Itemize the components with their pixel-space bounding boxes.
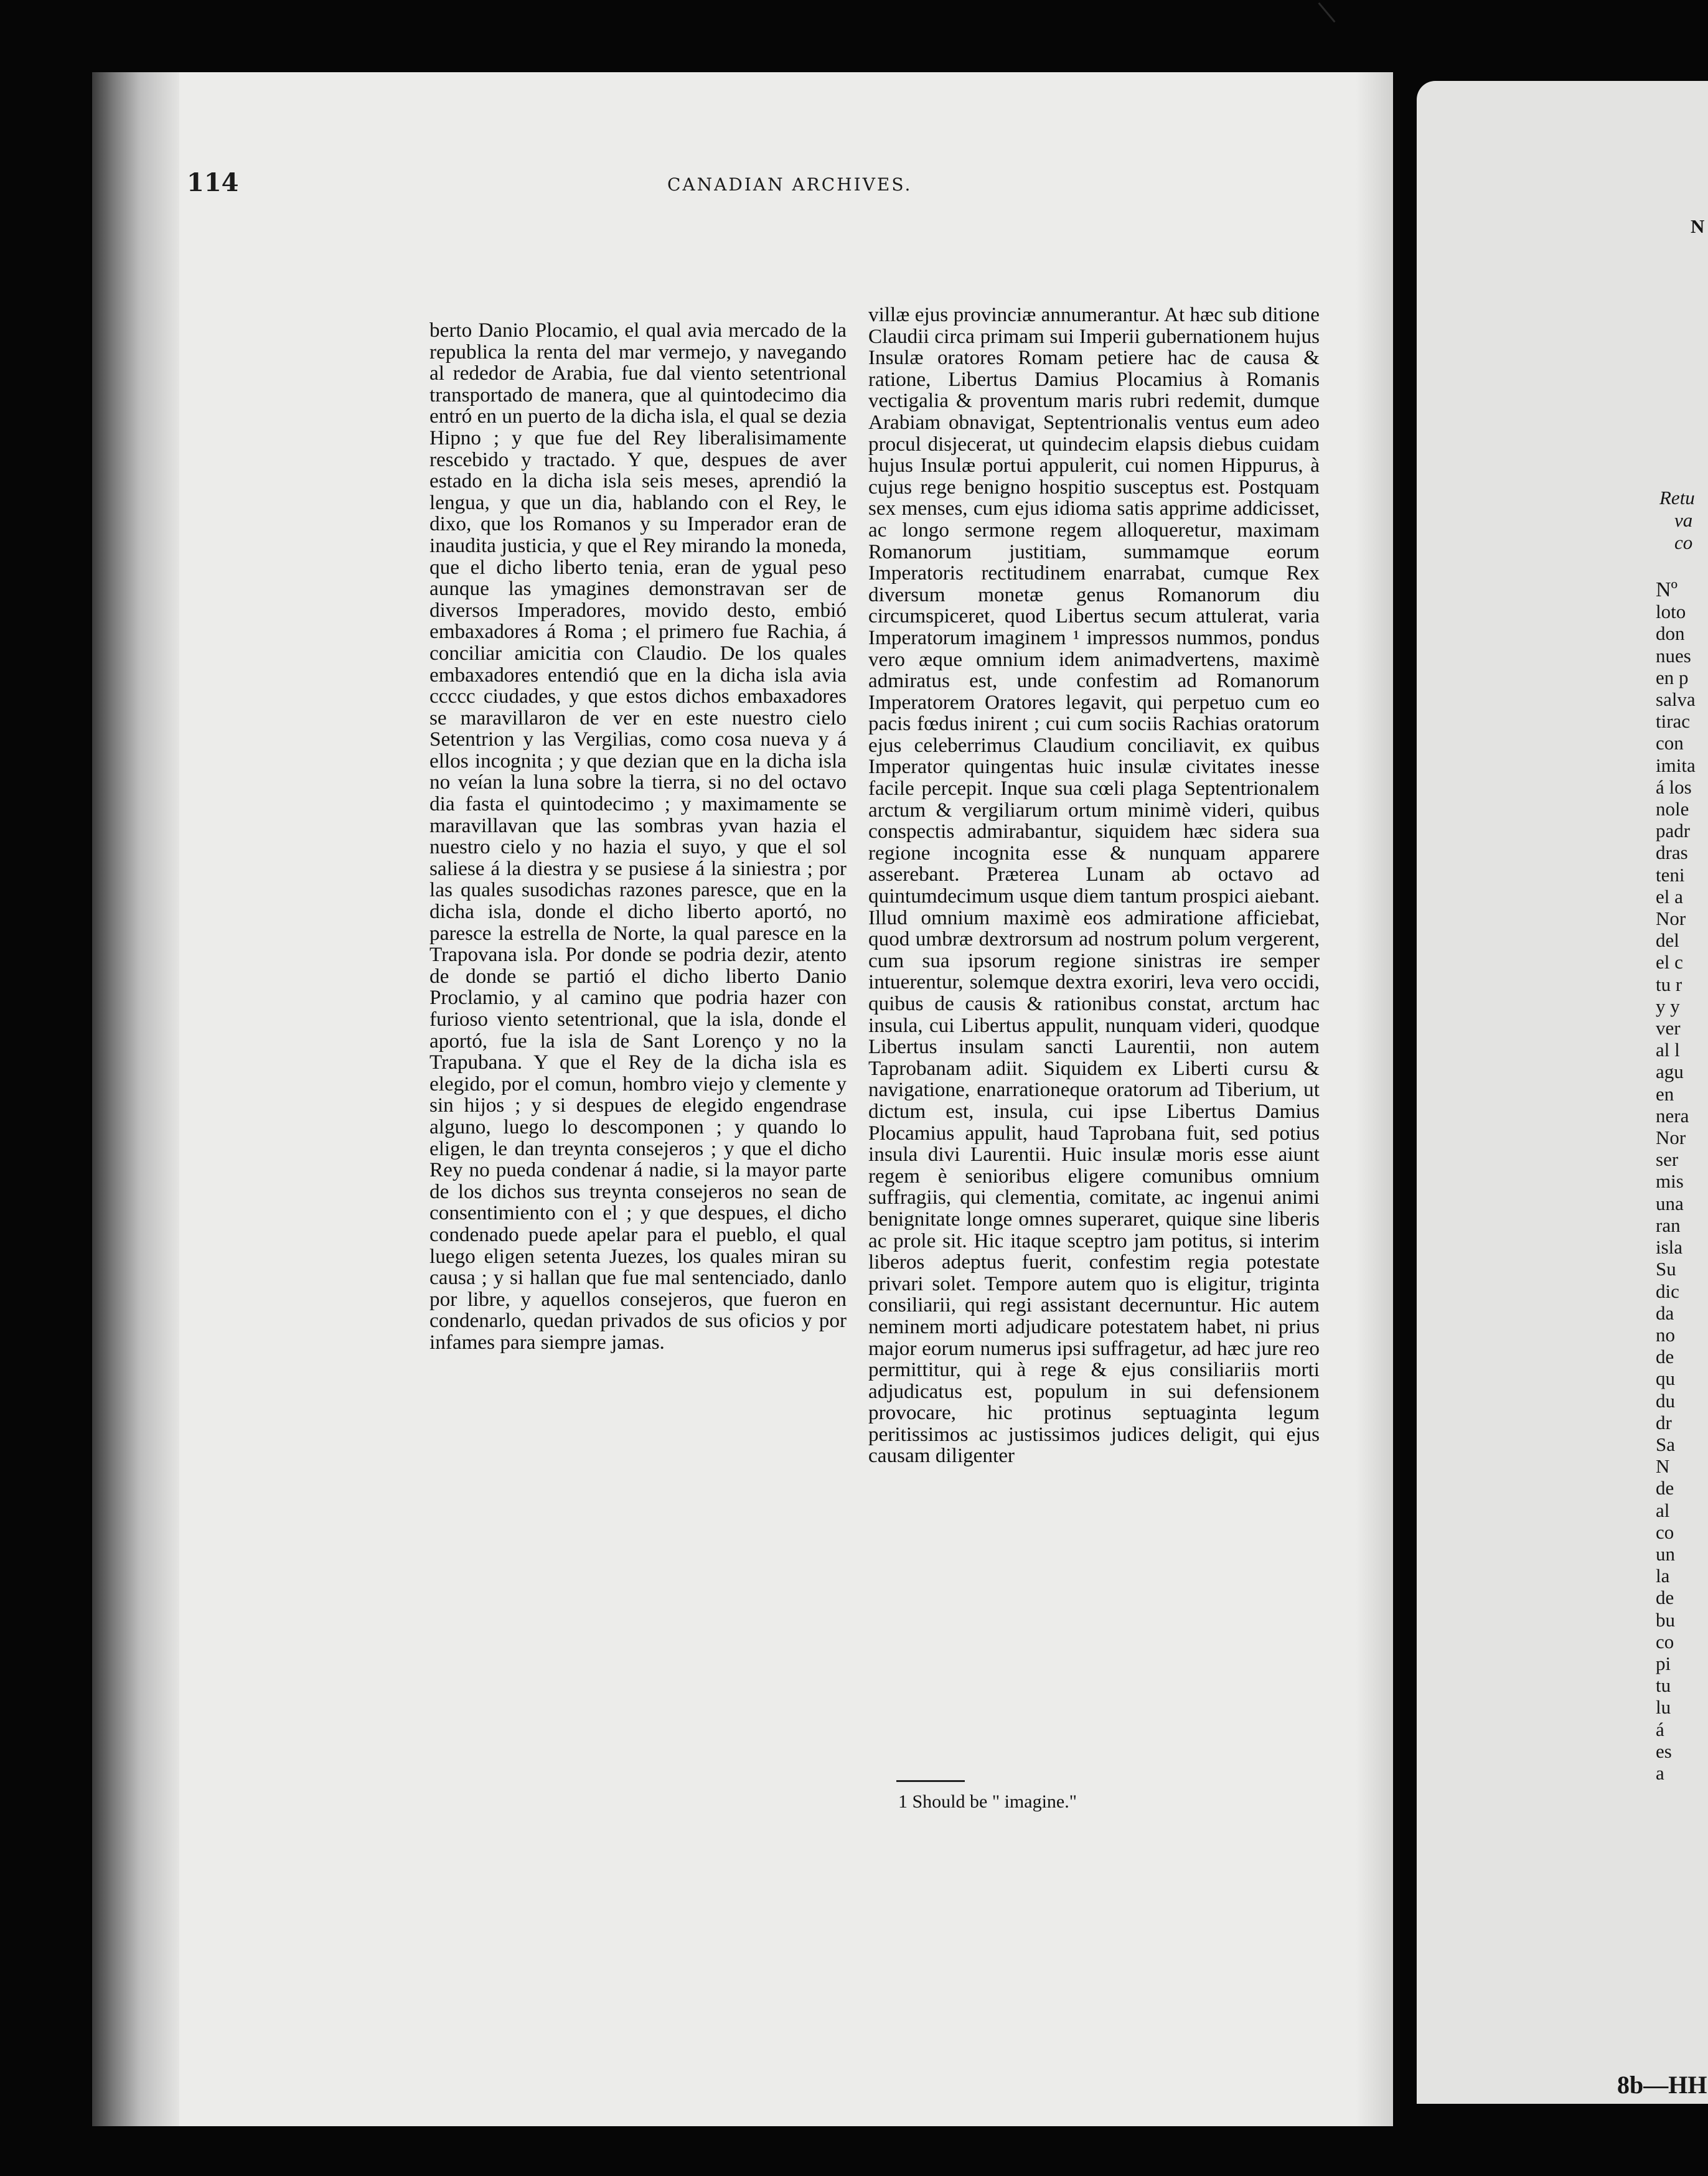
latin-text-column (868, 304, 1320, 1467)
running-head: CANADIAN ARCHIVES. (667, 174, 913, 195)
facing-page-line: qu (1656, 1367, 1675, 1390)
facing-page-line: teni (1656, 863, 1685, 886)
facing-page-caption (1659, 487, 1695, 554)
facing-page-line: en p (1656, 666, 1689, 688)
spanish-text-column (429, 320, 847, 1354)
facing-page-line: ran (1656, 1214, 1681, 1236)
facing-page-line: agu (1656, 1061, 1684, 1083)
facing-page-line: nole (1656, 798, 1689, 820)
facing-page-line: isla (1656, 1236, 1683, 1259)
facing-page-line: á los (1656, 776, 1692, 798)
facing-page-line: de (1656, 1346, 1674, 1368)
footnote-rule (896, 1780, 965, 1782)
facing-page-line: N (1656, 1455, 1670, 1478)
facing-page-line: don (1656, 622, 1685, 645)
caption-line: Retu (1659, 487, 1695, 509)
facing-page-line: una (1656, 1192, 1684, 1214)
facing-page-line: salva (1656, 688, 1696, 711)
facing-page-line: lu (1656, 1696, 1671, 1719)
facing-page-line: al l (1656, 1039, 1680, 1061)
facing-page-line: el c (1656, 951, 1683, 973)
facing-page-line: tirac (1656, 710, 1691, 733)
facing-page-line: pi (1656, 1652, 1671, 1674)
facing-page-line: de (1656, 1477, 1674, 1499)
facing-page-line: no (1656, 1323, 1675, 1346)
facing-page-line: el a (1656, 885, 1683, 907)
signature-mark: 8b—HH (1617, 2071, 1707, 2099)
facing-page-line: es (1656, 1740, 1672, 1762)
facing-page-line: Nor (1656, 1127, 1686, 1149)
page-number: 114 (187, 168, 239, 197)
facing-page-line: bu (1656, 1608, 1675, 1631)
facing-page-line: nera (1656, 1104, 1689, 1127)
facing-page-line: Nor (1656, 907, 1686, 930)
caption-line: va (1674, 509, 1693, 531)
facing-page-line: nues (1656, 644, 1691, 667)
facing-page-line: del (1656, 929, 1679, 952)
scan-artifact (1318, 2, 1335, 23)
facing-page-line: da (1656, 1301, 1674, 1324)
facing-page-line: y y (1656, 995, 1680, 1017)
facing-page-corner-letter: N (1691, 215, 1705, 237)
facing-page-line: con (1656, 732, 1684, 754)
facing-page-line: un (1656, 1542, 1675, 1565)
facing-page-line: dr (1656, 1411, 1672, 1433)
facing-page-line: Sa (1656, 1433, 1675, 1455)
facing-page-line: la (1656, 1565, 1670, 1587)
caption-line: co (1674, 532, 1693, 553)
facing-page-line: al (1656, 1499, 1670, 1521)
facing-page-line: dras (1656, 842, 1688, 864)
facing-page-line: Su (1656, 1258, 1676, 1280)
facing-page-line: padr (1656, 820, 1691, 842)
latin-paragraph: villæ ejus provinciæ annumerantur. At hæc sub ditione Claudii circa primam sui Imperii gubernationem hujus Insulæ oratores Romam petiere hac de causa & ratione, Libertus Damius Plocamius à Romanis vectigalia & proventum maris rubri redemit, dumque Arabiam obnavigat, Septentrionalis ventus eum adeo procul disjecerat, ut quindecim elapsis diebus cuidam hujus Insulæ portui appulerit, cui nomen Hippurus, à cujus rege benigno hospitio susceptus est. Postquam sex menses, cum ejus idioma satis apprime addicisset, ac longo sermone regem alloqueretur, maximam Romanorum justitiam, summamque eorum Imperatoris rectitudinem enarrabat, cumque Rex diversum monetæ genus Romanorum diu circumspiceret, quod Libertus secum attulerat, varia Imperatorum imaginem ¹ impressos nummos, pondus vero æque omnium idem animadvertens, maximè admiratus est, unde confestim ad Romanorum Imperatorem Oratores legavit, qui perpetuo cum eo pacis fœdus inirent ; cui cum sociis Rachias oratorum ejus celeberrimus Claudium conciliavit, ex quibus Imperator quingentas huic insulæ civitates inesse facile percepit. Inque sua cœli plaga Septentrionalem arctum & vergiliarum ortum minimè videri, quibus conspectis admirabantur, siquidem hæc sidera sua regione incognita esse & nunquam apparere asserebant. Præterea Lunam ab octavo ad quintumdecimum usque diem tantum prospici aiebant. Illud omnium maximè eos admiratione afficiebat, quod umbræ dextrorsum ad nostrum polum vergerent, cum sua ipsorum regione sinistras ire semper intuerentur, solemque dextra exoriri, leva vero occidi, quibus de causis & rationibus constat, arctum hac insula, cui Libertus appulit, nunquam videri, quodque Libertus insulam sancti Laurentii, non autem Taprobanam adiit. Siquidem ex Liberti cursu & navigatione, enarrationeque oratorum ad Tiberium, ut dictum est, insula, cui ipse Libertus Damius Plocamius appulit, haud Taprobana fuit, sed potius insula divi Laurentii. Huic insulæ moris esse aiunt regem è senioribus eligere comunibus omnium suffragiis, qui clementia, comitate, ac ingenui animi benignitate longe omnes superaret, quique sine liberis ac prole sit. Hic itaque sceptro jam potitus, si interim liberos adeptus fuerit, confestim regia potestate privari solet. Tempore autem quo is eligitur, triginta consiliarii, qui regi assistant decernuntur. Hic autem neminem morti adjudicare potestatem habet, ni prius major eorum numerus ipsi suffragetur, ad hæc jure reo permittitur, qui à rege & ejus consiliariis morti adjudicatus est, populum in sui defensionem provocare, hic protinus septuaginta legum peritissimos ac justissimos judices deligit, qui ejus causam diligenter (868, 303, 1320, 1468)
facing-page-line: du (1656, 1389, 1675, 1412)
facing-page-line: ser (1656, 1148, 1679, 1171)
binding-shadow (92, 72, 179, 2126)
facing-page-line: mis (1656, 1170, 1684, 1193)
facing-page-line: tu (1656, 1674, 1671, 1697)
facing-page-text (1656, 579, 1708, 1784)
facing-page-line: ver (1656, 1017, 1681, 1039)
facing-page-line: co (1656, 1521, 1674, 1543)
facing-page-line: en (1656, 1082, 1674, 1105)
facing-page-line: á (1656, 1718, 1664, 1740)
facing-page-line: a (1656, 1761, 1664, 1784)
facing-page-line: dic (1656, 1280, 1679, 1302)
facing-page-line: loto (1656, 601, 1686, 623)
spanish-paragraph: berto Danio Plocamio, el qual avia mercado de la republica la renta del mar vermejo, y navegando al rededor de Arabia, fue dal viento setentrional transportado de manera, que al quintodecimo dia entró en un puerto de la dicha isla, el qual se dezia Hipno ; y que fue del Rey liberalisimamente rescebido y tractado. Y que, despues de aver estado en la dicha isla seis meses, aprendió la lengua, y que un dia, hablando con el Rey, le dixo, que los Romanos y su Imperador eran de inaudita justicia, y que el Rey mirando la moneda, que el dicho liberto tenia, eran de ygual peso aunque las ymagines demonstravan ser de diversos Imperadores, movido desto, embió embaxadores á Roma ; el primero fue Rachia, á conciliar amicitia con Claudio. De los quales embaxadores entendió que en la dicha isla avia ccccc ciudades, y que estos dichos embaxadores se maravillaron de ver en este nuestro cielo Setentrion y las Vergilias, como cosa nueva y á ellos incognita ; y que dezian que en la dicha isla no veían la luna sobre la tierra, si no del octavo dia fasta el quintodecimo ; y maximamente se maravillavan que las sombras yvan hazia el nuestro cielo y no hazia el suyo, y que el sol saliese á la diestra y se pusiese á la siniestra ; por las quales susodichas razones paresce, que en la dicha isla, donde el dicho liberto aportó, no paresce la estrella de Norte, la qual paresce en la Trapovana isla. Por donde se podria dezir, atento de donde se partió el dicho liberto Danio Proclamio, y al camino que podria hazer con furioso viento setentrional, que la isla, donde el aportó, fue la isla de Sant Lorenço y no la Trapubana. Y que el Rey de la dicha isla es elegido, por el comun, hombro viejo y clemente y sin hijos ; y si despues de elegido engendrase alguno, luego lo descomponen ; y quando lo eligen, le dan treynta consejeros ; y que el dicho Rey no pueda condenar á nadie, si la mayor parte de los dichos sus treynta consejeros no sean de consentimiento con el ; y que despues, el dicho condenado puede apelar para el pueblo, el qual luego eligen setenta Juezes, los quales miran su causa ; y si hallan que fue mal sentenciado, danlo por libre, y aquellos consejeros, que fueron en condenarlo, quedan privados de sus oficios y por infames para siempre jamas. (429, 319, 847, 1354)
facing-page-line: co (1656, 1630, 1674, 1653)
facing-page-line: de (1656, 1587, 1674, 1609)
facing-page-line: tu r (1656, 973, 1682, 995)
facing-page-line: imita (1656, 754, 1696, 776)
footnote: 1 Should be " imagine." (898, 1791, 1077, 1812)
facing-page-line: Nº (1656, 579, 1678, 601)
page-edge-shadow (1356, 72, 1393, 2126)
